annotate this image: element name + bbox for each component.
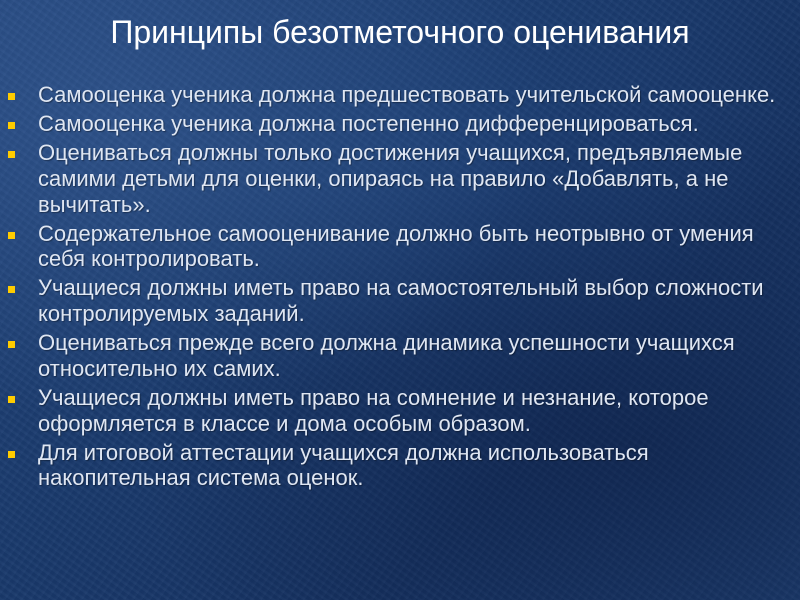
list-item-text: Для итоговой аттестации учащихся должна использоваться накопительная система оценок.	[38, 439, 649, 491]
list-item	[8, 82, 788, 108]
square-bullet-icon	[8, 122, 15, 129]
square-bullet-icon	[8, 93, 15, 100]
list-item-text: Учащиеся должны иметь право на сомнение и незнание, которое оформляется в классе и дома особым образом.	[38, 384, 709, 436]
list-item	[8, 275, 788, 327]
list-item-text: Самооценка ученика должна постепенно дифференцироваться.	[38, 110, 699, 136]
list-item-text: Учащиеся должны иметь право на самостоятельный выбор сложности контролируемых заданий.	[38, 275, 764, 327]
square-bullet-icon	[8, 151, 15, 158]
square-bullet-icon	[8, 232, 15, 239]
list-item	[8, 385, 788, 437]
square-bullet-icon	[8, 286, 15, 293]
list-item-text: Содержательное самооценивание должно быть неотрывно от умения себя контролировать.	[38, 220, 754, 272]
list-item-text: Самооценка ученика должна предшествовать учительской самооценке.	[38, 82, 776, 107]
list-item	[8, 111, 788, 137]
square-bullet-icon	[8, 451, 15, 458]
square-bullet-icon	[8, 341, 15, 348]
list-item-text: Оцениваться прежде всего должна динамика успешности учащихся относительно их самих.	[38, 330, 735, 381]
list-item	[8, 330, 788, 382]
square-bullet-icon	[8, 396, 15, 403]
list-item-text: Оцениваться должны только достижения учащихся, предъявляемые самими детьми для оценки, опираясь на правило «Добавлять, а не вычитать».	[38, 139, 743, 217]
slide-title: Принципы безотметочного оценивания	[110, 14, 690, 50]
principles-list	[8, 82, 788, 494]
list-item	[8, 140, 788, 217]
list-item	[8, 440, 788, 492]
list-item	[8, 221, 788, 273]
